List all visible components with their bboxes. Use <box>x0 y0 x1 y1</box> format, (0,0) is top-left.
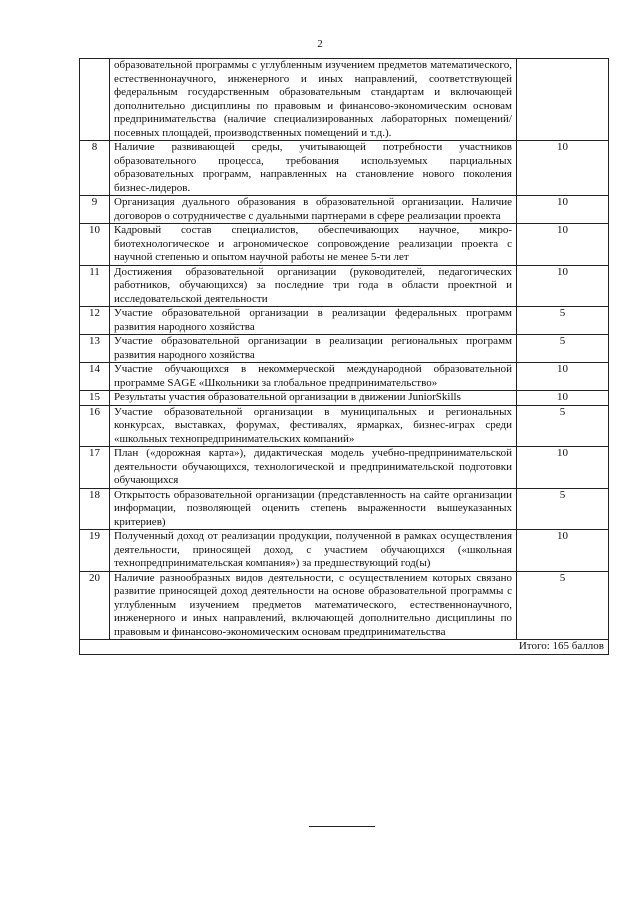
row-number <box>80 59 110 141</box>
criterion-score: 5 <box>517 571 609 640</box>
total-score: Итого: 165 баллов <box>80 640 609 655</box>
page-number: 2 <box>317 38 323 50</box>
criteria-table <box>79 58 609 655</box>
table-row-15 <box>80 391 609 406</box>
criterion-score: 10 <box>517 530 609 572</box>
row-number: 14 <box>80 363 110 391</box>
criterion-text: Полученный доход от реализации продукции, полученной в рамках осуществления деятельности, приносящей доход, с участием обучающихся («школьная технопредпринимательская компания») за предшествующий год(ы) <box>110 530 517 572</box>
row-number: 10 <box>80 224 110 266</box>
criterion-text: Организация дуального образования в образовательной организации. Наличие договоров о сотрудничестве с дуальными партнерами в сфере реализации проекта <box>110 196 517 224</box>
table-row-10 <box>80 224 609 266</box>
criterion-score: 5 <box>517 335 609 363</box>
criterion-score: 10 <box>517 447 609 489</box>
criterion-text: Участие обучающихся в некоммерческой международной образовательной программе SAGE «Школьники за глобальное предпринимательство» <box>110 363 517 391</box>
table-row-9 <box>80 196 609 224</box>
criterion-text: Участие образовательной организации в реализации региональных программ развития народного хозяйства <box>110 335 517 363</box>
table-row-11 <box>80 265 609 307</box>
criterion-score: 5 <box>517 488 609 530</box>
criterion-text: Участие образовательной организации в муниципальных и региональных конкурсах, выставках, форумах, фестивалях, ярмарках, бизнес-играх среди «школьных технопредпринимательских компаний» <box>110 405 517 447</box>
criterion-text: Наличие развивающей среды, учитывающей потребности участников образовательного процесса, требования используемых парциальных образовательных программ, направленных на становление нового поколения бизнес-лидеров. <box>110 141 517 196</box>
criterion-text: Кадровый состав специалистов, обеспечивающих научное, микро-биотехнологическое и агрономическое сопровождение реализации проекта с научной степенью и опытом научной работы не менее 5-ти лет <box>110 224 517 266</box>
table-row-19 <box>80 530 609 572</box>
row-number: 8 <box>80 141 110 196</box>
criterion-text: Результаты участия образовательной организации в движении JuniorSkills <box>110 391 517 406</box>
row-number: 19 <box>80 530 110 572</box>
table-row-12 <box>80 307 609 335</box>
row-number: 16 <box>80 405 110 447</box>
criterion-score: 10 <box>517 265 609 307</box>
criterion-text: План («дорожная карта»), дидактическая модель учебно-предпринимательской деятельности обучающихся, технологической и предпринимательской подготовки обучающихся <box>110 447 517 489</box>
table-row-18 <box>80 488 609 530</box>
row-number: 12 <box>80 307 110 335</box>
table-row-20 <box>80 571 609 640</box>
criteria-table-body <box>80 59 609 655</box>
criterion-text: Наличие разнообразных видов деятельности, с осуществлением которых связано развитие приносящей доход деятельности на основе образовательной программы с углубленным изучением предметов математического, естественнонаучного, инженерного и иных направлений, включающей дополнительно дисциплины по правовым и финансово-экономическим основам предпринимательства <box>110 571 517 640</box>
criterion-score: 10 <box>517 196 609 224</box>
table-row-14 <box>80 363 609 391</box>
row-number: 15 <box>80 391 110 406</box>
criterion-score: 5 <box>517 307 609 335</box>
table-row-continuation <box>80 59 609 141</box>
criterion-score: 10 <box>517 224 609 266</box>
criterion-text: образовательной программы с углубленным изучением предметов математического, естественнонаучного, инженерного и иных направлений, соответствующей федеральным государственным образовательным стандартам и включающей дополнительно дисциплины по правовым и финансово-экономическим основам предпринимательства (наличие специализированных лабораторных помещений/посевных площадей, производственных помещений и т.д.). <box>110 59 517 141</box>
criterion-score: 10 <box>517 391 609 406</box>
criterion-score <box>517 59 609 141</box>
table-row-13 <box>80 335 609 363</box>
row-number: 9 <box>80 196 110 224</box>
criterion-text: Достижения образовательной организации (руководителей, педагогических работников, обучающихся) за последние три года в области проектной и исследовательской деятельности <box>110 265 517 307</box>
criterion-text: Открытость образовательной организации (представленность на сайте организации информации, позволяющей оценить степень выраженности вышеуказанных критериев) <box>110 488 517 530</box>
criterion-text: Участие образовательной организации в реализации федеральных программ развития народного хозяйства <box>110 307 517 335</box>
table-row-16 <box>80 405 609 447</box>
footer-rule <box>309 826 375 827</box>
table-row-17 <box>80 447 609 489</box>
table-row-total <box>80 640 609 655</box>
criterion-score: 10 <box>517 141 609 196</box>
row-number: 11 <box>80 265 110 307</box>
criterion-score: 5 <box>517 405 609 447</box>
row-number: 17 <box>80 447 110 489</box>
criterion-score: 10 <box>517 363 609 391</box>
row-number: 20 <box>80 571 110 640</box>
row-number: 18 <box>80 488 110 530</box>
table-row-8 <box>80 141 609 196</box>
row-number: 13 <box>80 335 110 363</box>
